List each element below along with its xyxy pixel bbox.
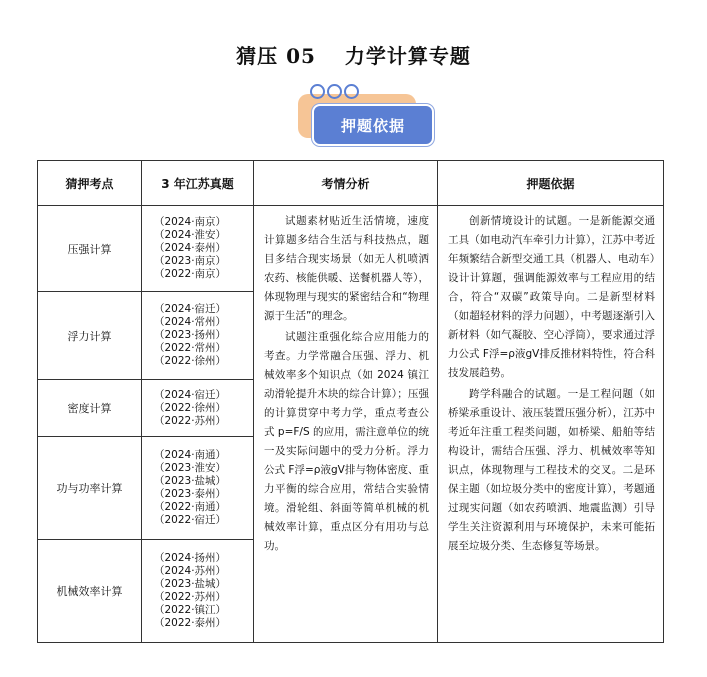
topic-cell: 浮力计算 [38, 292, 142, 380]
page-title: 猜压 05 力学计算专题 [236, 44, 471, 68]
header-topic: 猜押考点 [38, 161, 142, 206]
years-cell: （2024·南京） （2024·淮安） （2024·泰州） （2023·南京） （2022·南京） [142, 206, 254, 292]
years-cell: （2024·扬州） （2024·苏州） （2023·盐城） （2022·苏州） （2022·镇江） （2022·泰州） [142, 540, 254, 643]
topic-cell: 压强计算 [38, 206, 142, 292]
table-row [38, 206, 664, 292]
topic-cell: 密度计算 [38, 380, 142, 437]
exam-topics-table [37, 160, 664, 643]
years-cell: （2024·南通） （2023·淮安） （2023·盐城） （2023·泰州） （2022·南通） （2022·宿迁） [142, 437, 254, 540]
years-cell: （2024·宿迁） （2022·徐州） （2022·苏州） [142, 380, 254, 437]
analysis-cell [254, 206, 438, 643]
binder-rings-icon [310, 84, 359, 99]
analysis-paragraph: 试题素材贴近生活情境，速度计算题多结合生活与科技热点，题目多结合现实场景（如无人机喷洒农药、核能供暖、送餐机器人等），体现物理与现实的紧密结合和“物理源于生活”的理念。 [264, 215, 429, 322]
section-banner [298, 86, 428, 148]
basis-cell [438, 206, 664, 643]
header-analysis: 考情分析 [254, 161, 438, 206]
analysis-paragraph: 试题注重强化综合应用能力的考查。力学常融合压强、浮力、机械效率多个知识点（如 2024 镇江动滑轮提升木块的综合计算）；压强的计算贯穿中考力学，重点考查公式 p=F/S 的应用，需注意单位的统一及实际问题中的受力分析。浮力公式 F浮=ρ液gV排与物体密度、重力平衡的综合应用，常结合实验情境。滑轮组、斜面等简单机械的机械效率计算，重点区分有用功与总功。 [264, 331, 429, 552]
table-header-row [38, 161, 664, 206]
topic-cell: 机械效率计算 [38, 540, 142, 643]
basis-paragraph: 跨学科融合的试题。一是工程问题（如桥梁承重设计、液压装置压强分析），江苏中考近年注重工程类问题，如桥梁、船舶等结构设计，需结合压强、浮力、机械效率等知识点，体现物理与工程技术的交叉。二是环保主题（如垃圾分类中的密度计算），考题通过现实问题（如农药喷洒、地震监测）引导学生关注资源利用与环境保护，未来可能拓展至垃圾分类、生态修复等场景。 [448, 388, 655, 552]
header-years: 3 年江苏真题 [142, 161, 254, 206]
header-basis: 押题依据 [438, 161, 664, 206]
topic-cell: 功与功率计算 [38, 437, 142, 540]
years-cell: （2024·宿迁） （2024·常州） （2023·扬州） （2022·常州） （2022·徐州） [142, 292, 254, 380]
basis-paragraph: 创新情境设计的试题。一是新能源交通工具（如电动汽车牵引力计算），江苏中考近年频繁结合新型交通工具（机器人、电动车）设计计算题，强调能源效率与工程应用的结合，符合“双碳”政策导向。二是新型材料（如超轻材料的浮力问题），中考题逐渐引入新材料（如气凝胶、空心浮筒），要求通过浮力公式 F浮=ρ液gV排反推材料特性，符合科技发展趋势。 [448, 215, 655, 379]
banner-label: 押题依据 [312, 104, 434, 146]
